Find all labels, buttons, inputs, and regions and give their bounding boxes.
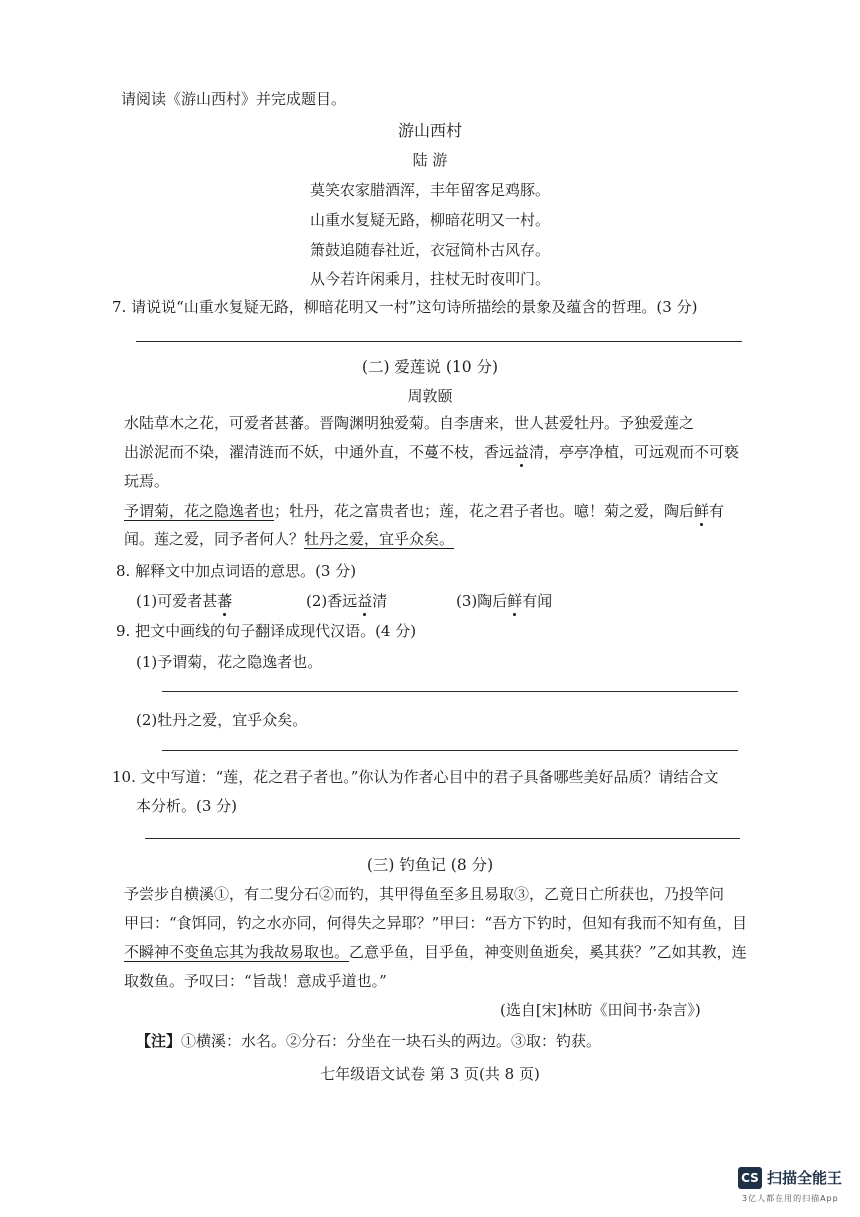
- reading-intro: 请阅读《游山西村》并完成题目。: [121, 90, 347, 108]
- passage-line: 玩焉。: [124, 472, 170, 490]
- poem-line: 从今若许闲乘月，拄杖无时夜叩门。: [309, 270, 550, 288]
- answer-line: [145, 838, 740, 839]
- scanner-brand-name: 扫描全能王: [767, 1169, 843, 1187]
- scanner-logo-icon: CS: [738, 1167, 762, 1189]
- passage-line: [124, 441, 739, 462]
- text-span: 清，亭亭净植，可远观而不可亵: [529, 443, 740, 461]
- passage-line: [124, 528, 454, 549]
- q8-item: [456, 590, 552, 611]
- q8-item: [136, 590, 232, 611]
- section-heading: (三) 钓鱼记 (8 分): [366, 856, 494, 874]
- question-8: 8. 解释文中加点词语的意思。(3 分): [116, 562, 357, 580]
- underlined-sentence: 予谓菊，花之隐逸者也: [124, 502, 275, 520]
- text-span: (1)可爱者甚: [136, 592, 218, 610]
- poem-title: 游山西村: [397, 121, 462, 140]
- notes: [136, 1030, 601, 1051]
- answer-line: [162, 750, 738, 751]
- passage-line: 甲曰：“食饵同，钓之水亦同，何得失之异耶？”甲曰：“吾方下钓时，但知有我而不知有鱼，目: [124, 914, 748, 932]
- passage-line: [124, 941, 747, 962]
- dotted-word: 鲜: [694, 502, 710, 520]
- dotted-word: 蕃: [217, 592, 233, 610]
- passage-line: 水陆草木之花，可爱者甚蕃。晋陶渊明独爱菊。自李唐来，世人甚爱牡丹。予独爱莲之: [124, 414, 695, 432]
- q8-item: [306, 590, 387, 611]
- poem-author: 陆 游: [412, 151, 448, 169]
- answer-line: [162, 691, 738, 692]
- text-span: 出淤泥而不染，濯清涟而不妖，中通外直，不蔓不枝，香远: [124, 443, 515, 461]
- dotted-word: 鲜: [507, 592, 523, 610]
- page-footer: 七年级语文试卷 第 3 页(共 8 页): [320, 1065, 540, 1083]
- text-span: 有闻: [522, 592, 553, 610]
- section-heading: (二) 爱莲说 (10 分): [361, 358, 499, 376]
- text-span: 乙意乎鱼，目乎鱼，神变则鱼逝矣，奚其获？”乙如其教，连: [349, 943, 747, 961]
- note-label: 【注】: [136, 1032, 182, 1050]
- text-span: (3)陶后: [456, 592, 508, 610]
- text-span: (2)香远: [306, 592, 358, 610]
- answer-line: [136, 341, 742, 342]
- text-span: 清: [372, 592, 388, 610]
- poem-line: 箫鼓追随春社近，衣冠简朴古风存。: [309, 241, 550, 259]
- underlined-sentence: 牡丹之爱，宜乎众矣。: [304, 530, 455, 548]
- passage-line: 予尝步自横溪①，有二叟分石②而钓，其甲得鱼至多且易取③，乙竟日亡所获也，乃投竿问: [124, 885, 725, 903]
- q9-item: (2)牡丹之爱，宜乎众矣。: [136, 711, 308, 729]
- poem-line: 莫笑农家腊酒浑，丰年留客足鸡豚。: [309, 181, 550, 199]
- underlined-sentence: 不瞬神不变鱼忘其为我故易取也。: [124, 943, 350, 961]
- passage-line: [124, 500, 724, 521]
- question-9: 9. 把文中画线的句子翻译成现代汉语。(4 分): [116, 622, 417, 640]
- poem-line: 山重水复疑无路，柳暗花明又一村。: [309, 211, 550, 229]
- question-10: 10. 文中写道：“莲，花之君子者也。”你认为作者心目中的君子具备哪些美好品质？请结合文: [112, 768, 719, 786]
- section-author: 周敦颐: [407, 387, 453, 405]
- text-span: ；牡丹，花之富贵者也；莲，花之君子者也。噫！菊之爱，陶后: [274, 502, 695, 520]
- note-text: ①横溪：水名。②分石：分坐在一块石头的两边。③取：钓获。: [181, 1032, 602, 1050]
- source-citation: (选自[宋]林昉《田间书·杂言》): [500, 1001, 701, 1019]
- passage-line: 取数鱼。予叹曰：“旨哉！意成乎道也。”: [124, 972, 387, 990]
- question-7: 7. 请说说“山重水复疑无路，柳暗花明又一村”这句诗所描绘的景象及蕴含的哲理。(3 分): [112, 298, 698, 316]
- scanner-tagline: 3亿人都在用的扫描App: [742, 1194, 839, 1203]
- text-span: 有: [709, 502, 725, 520]
- q9-item: (1)予谓菊，花之隐逸者也。: [136, 653, 323, 671]
- text-span: 闻。莲之爱，同予者何人？: [124, 530, 305, 548]
- dotted-word: 益: [357, 592, 373, 610]
- question-10-cont: 本分析。(3 分): [136, 797, 238, 815]
- dotted-word: 益: [514, 443, 530, 461]
